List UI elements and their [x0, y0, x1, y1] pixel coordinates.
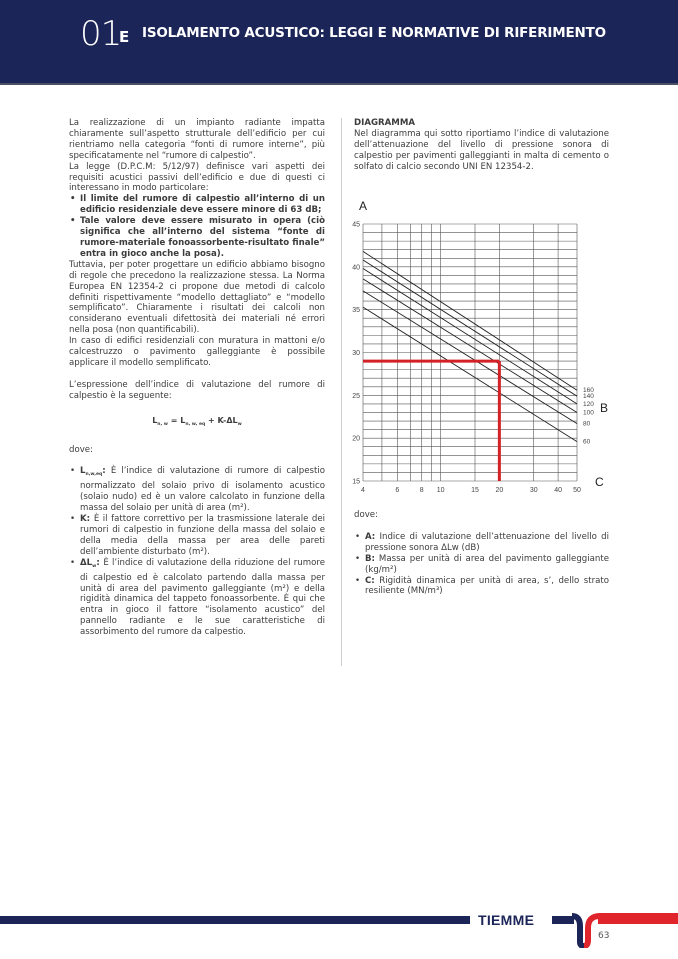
- series-line-100: [363, 279, 577, 413]
- x-tick-label: 6: [395, 487, 400, 494]
- legend-key: C:: [365, 575, 375, 586]
- formula-subscript: n, w, eq: [185, 421, 206, 427]
- page-title: ISOLAMENTO ACUSTICO: LEGGI E NORMATIVE DI RIFERIMENTO: [142, 25, 606, 41]
- paragraph: Tuttavia, per poter progettare un edificio abbiamo bisogno di regole che precedono la realizzazione stessa. La Norma Europea EN 12354-2 ci propone due metodi di calcolo definiti rispettivamente “modello dettagliato” e “modello semplificato”. Chiaramente i risultati dei calcoli non considerano eventuali difettosità dei materiali né errori nella posa (non quantificabili).: [69, 259, 325, 336]
- definition-item: [80, 514, 325, 558]
- definition-separator: :: [86, 514, 94, 525]
- section-letter: E: [119, 28, 130, 46]
- left-column: [69, 118, 325, 638]
- y-tick-label: 25: [352, 392, 360, 400]
- section-number: 01: [80, 14, 122, 54]
- definitions-list: [69, 466, 325, 638]
- series-label-120: 120: [583, 400, 594, 408]
- formula-subscript: w: [237, 421, 242, 427]
- definition-item: [80, 558, 325, 638]
- legend-item: [365, 532, 609, 554]
- x-tick-label: 20: [495, 487, 504, 494]
- dove-label: dove:: [69, 444, 93, 455]
- legend-text: Indice di valutazione dell’attenuazione del livello di pressione sonora ΔLw (dB): [365, 531, 609, 553]
- formula-term: + K-ΔL: [205, 415, 238, 425]
- x-axis-label: C: [595, 475, 604, 489]
- series-line-140: [363, 260, 577, 396]
- y-tick-label: 15: [352, 478, 360, 486]
- formula: [69, 416, 325, 431]
- right-column: [354, 118, 609, 173]
- footer-bar: [0, 916, 470, 924]
- series-line-60: [363, 307, 577, 441]
- legend-block: [354, 510, 609, 597]
- list-item: • Il limite del rumore di calpestio all’interno di un edificio residenziale deve essere minore di 63 dB;: [80, 194, 325, 216]
- y-tick-label: 30: [352, 350, 360, 357]
- formula-term: L: [180, 415, 186, 425]
- series-line-120: [363, 269, 577, 404]
- series-label-160: 160: [583, 387, 594, 395]
- formula-operator: =: [167, 415, 181, 425]
- definition-subscript: n,w,eq: [85, 472, 103, 478]
- x-tick-label: 4: [361, 487, 365, 494]
- series-group-label: B: [600, 401, 609, 416]
- formula-term: L: [152, 415, 158, 425]
- series-label-60: 60: [583, 438, 591, 446]
- x-tick-label: 15: [471, 487, 479, 494]
- x-tick-label: 10: [436, 487, 445, 494]
- definition-separator: :: [96, 557, 104, 568]
- chart-legend-list: [354, 532, 609, 597]
- legend-item: [365, 554, 609, 576]
- definition-term: L: [80, 466, 86, 477]
- paragraph: La realizzazione di un impianto radiante impatta chiaramente sull’aspetto strutturale dell’edificio per cui rientriamo nella categoria “fonti di rumore interne”, più specificatamente nel “rumore di calpestio”.: [69, 118, 325, 161]
- footer-swoosh-icon: [552, 912, 678, 948]
- x-tick-label: 50: [573, 487, 581, 494]
- definition-text: È il fattore correttivo per la trasmissione laterale dei rumori di calpestio in funzione della massa del solaio e della media della massa per area delle pareti dell’ambiente disturbato (m²).: [80, 514, 325, 557]
- paragraph: In caso di edifici residenziali con muratura in mattoni e/o calcestruzzo o pavimento galleggiante è possibile applicare il modello semplificato.: [69, 336, 325, 368]
- definition-item: [80, 466, 325, 514]
- paragraph: La legge (D.P.C.M: 5/12/97) definisce vari aspetti dei requisiti acustici passivi dell’edificio e due di questi ci interessano in modo particolare:: [69, 161, 325, 194]
- formula-subscript: n, w: [157, 421, 168, 427]
- definition-separator: :: [102, 466, 111, 477]
- attenuation-chart: [340, 195, 620, 500]
- definition-term: K: [80, 514, 87, 525]
- dove-label: dove:: [354, 510, 378, 520]
- page-header: [0, 0, 678, 85]
- legend-text: Rigidità dinamica per unità di area, s’, dello strato resiliente (MN/m³): [365, 575, 609, 597]
- x-tick-label: 8: [419, 487, 424, 494]
- requirements-list: [69, 194, 325, 259]
- paragraph: L’espressione dell’indice di valutazione del rumore di calpestio è la seguente:: [69, 379, 325, 401]
- series-label-100: 100: [583, 409, 594, 417]
- legend-key: B:: [365, 553, 375, 564]
- diagram-heading: DIAGRAMMA: [354, 118, 416, 128]
- legend-key: A:: [365, 531, 376, 542]
- definition-subscript: w: [92, 563, 97, 569]
- series-label-140: 140: [583, 393, 594, 401]
- y-tick-label: 40: [352, 264, 360, 272]
- y-axis-label: A: [359, 199, 368, 213]
- legend-text: Massa per unità di area del pavimento galleggiante (kg/m²): [365, 553, 609, 575]
- y-tick-label: 20: [352, 435, 360, 443]
- diagram-intro: Nel diagramma qui sotto riportiamo l’indice di valutazione dell’attenuazione del livello di pressione sonora di calpestio per pavimenti galleggianti in malta di cemento o solfato di calcio secondo UNI EN 12354-2.: [354, 128, 609, 172]
- list-item: • Tale valore deve essere misurato in opera (ciò significa che all’interno del sistema “fonte di rumore-materiale fonoassorbente-risultato finale” entra in gioco anche la posa).: [80, 216, 325, 260]
- y-tick-label: 45: [352, 221, 360, 229]
- brand-logo: TIEMME: [478, 912, 535, 928]
- series-label-80: 80: [583, 420, 591, 428]
- page-number: 63: [598, 931, 610, 941]
- x-tick-label: 40: [554, 487, 562, 494]
- definition-term: ΔL: [80, 557, 93, 568]
- definition-text: È l’indice di valutazione di rumore di calpestio normalizzato del solaio privo di isolamento acustico (solaio nudo) ed è un valore calcolato in funzione della massa del solaio per unità di area (m²).: [80, 466, 325, 514]
- x-tick-label: 30: [529, 487, 538, 494]
- y-tick-label: 35: [352, 307, 360, 315]
- legend-item: [365, 576, 609, 598]
- definition-text: È l’indice di valutazione della riduzione del rumore di calpestio ed è calcolato partendo dalla massa per unità di area del pavimento galleggiante (m²) e della rigidità dinamica del tappeto fonoassorbente. È qui che entra in gioco il fattore “isolamento acustico” del pannello radiante e le sue caratteristiche di assorbimento del rumore da calpestio.: [80, 557, 326, 638]
